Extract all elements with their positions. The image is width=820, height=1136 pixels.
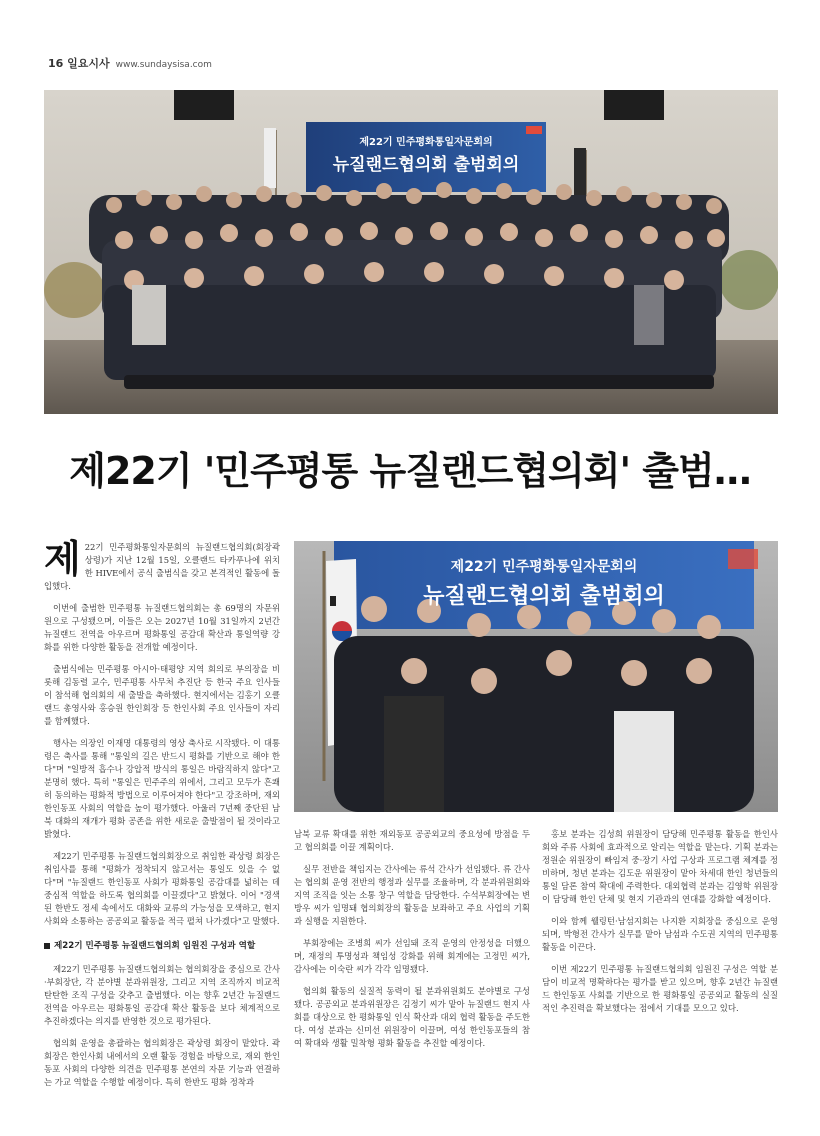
paragraph: 협의회 활동의 실질적 동력이 될 분과위원회도 분야별로 구성됐다. 공공외교 분과위원장은 김정기 씨가 맡아 뉴질랜드 현지 사회를 대상으로 한 평화통일 인식 확산과 대외 협력 활동을 주도한다. 여성 분과는 신미선 위원장이 이끌며, 여성 한인동포들의 참여 확대와 생활 밀착형 평화 활동을 추진할 예정이다. bbox=[294, 986, 530, 1048]
article-column-1 bbox=[44, 536, 280, 1098]
paragraph: 실무 전반을 책임지는 간사에는 류석 간사가 선임됐다. 류 간사는 협의회 운영 전반의 행정과 실무를 조율하며, 각 분과위원회와 지역 조직을 잇는 소통 창구 역할을 담당한다. 수석부회장에는 변방우 씨가 임명돼 협의회장의 활동을 보좌하고 주요 사업의 기획과 실행을 지원한다. bbox=[294, 864, 530, 926]
page-url: www.sundaysisa.com bbox=[115, 60, 212, 70]
section-subhead bbox=[44, 940, 280, 953]
paragraph: 행사는 의장인 이재명 대통령의 영상 축사로 시작됐다. 이 대통령은 축사를 통해 "통일의 길은 반드시 평화를 기반으로 해야 한다"며 "일방적 흡수나 강압적 방식의 통일은 바람직하지 않다"고 분명히 했다. 특히 "통일은 민주주의 위에서, 그리고 모두가 흔쾌히 동의하는 평화적 방법으로 이루어져야 한다"고 강조하며, 재외 한인동포 사회의 역할을 높이 평가했다. 아울러 7년째 중단된 남북 대화의 재개가 평화 공존을 위한 새로운 출발점이 될 것이라고 밝혔다. bbox=[44, 738, 280, 839]
banner-line2-side: 뉴질랜드협의회 출범회의 bbox=[423, 584, 665, 609]
paragraph: 제22기 민주평통 뉴질랜드협의회장으로 취임한 곽상령 회장은 취임사를 통해 "평화가 정착되지 않고서는 통일도 있을 수 없다"며 "뉴질랜드 한인동포 사회가 평화통일 공감대를 넓히는 데 중심적 역할을 하도록 협의회를 이끌겠다"고 밝혔다. 이어 "경색된 한반도 정세 속에서도 대화와 교류의 가능성을 모색하고, 현지 사회와 소통하는 공공외교 활동을 적극 펼쳐 나가겠다"고 말했다. bbox=[44, 851, 280, 926]
group-photo-side bbox=[294, 541, 778, 812]
article-column-3 bbox=[542, 828, 778, 1024]
paragraph: 출범식에는 민주평통 아시아·태평양 지역 회의로 부의장을 비롯해 김동렬 교수, 민주평통 사무처 추진단 등 한국 주요 인사들이 참석해 협의회의 새 출발을 축하했다. 현지에서는 김홍기 오클랜드 총영사와 홍승원 한인회장 등 한인사회 주요 인사들이 자리를 함께했다. bbox=[44, 664, 280, 726]
subhead-text: 제22기 민주평통 뉴질랜드협의회 임원진 구성과 역할 bbox=[54, 941, 256, 951]
paragraph: 이와 함께 웰링턴·남섬지회는 나지환 지회장을 중심으로 운영되며, 박형전 간사가 실무를 맡아 남섬과 수도권 지역의 민주평통 활동을 이끈다. bbox=[542, 916, 778, 952]
paragraph: 홍보 분과는 김성희 위원장이 담당해 민주평통 활동을 한인사회와 주류 사회에 효과적으로 알리는 역할을 맡는다. 기획 분과는 정원순 위원장이 빠임져 중·장기 사업 구상과 프로그램 체계를 정비하며, 청년 분과는 김도운 위원장이 맡아 차세대 한인 청년들의 통일 담론 참여 확대에 주력한다. 대외협력 분과는 김영학 위원장이 담당해 한인 단체 및 현지 기관과의 연대를 강화할 예정이다. bbox=[542, 829, 778, 904]
page-header bbox=[48, 55, 212, 71]
dropcap: 제 bbox=[44, 536, 81, 581]
paragraph: 협의회 운영을 총괄하는 협의회장은 곽상령 회장이 맡았다. 곽 회장은 한인사회 내에서의 오랜 활동 경험을 바탕으로, 재외 한인동포 사회의 다양한 의견을 민주평통 본연의 자문 기능과 연결하는 가교 역할을 수행할 예정이다. 특히 한반도 평화 정착과 bbox=[44, 1038, 280, 1087]
group-photo-top bbox=[44, 90, 778, 414]
bullet-square-icon bbox=[44, 943, 50, 949]
headline: 제22기 '민주평통 뉴질랜드협의회' 출범… bbox=[69, 449, 751, 493]
lead-paragraph bbox=[44, 536, 280, 593]
paragraph: 이번 제22기 민주평통 뉴질랜드협의회 임원진 구성은 역할 분담이 비교적 명확하다는 평가를 받고 있으며, 향후 2년간 뉴질랜드 한인동포 사회를 기반으로 한 평화통일 공공외교 활동의 실질적인 추진력을 확보했다는 점에서 기대를 모으고 있다. bbox=[542, 964, 778, 1013]
banner-line1-side: 제22기 민주평화통일자문회의 bbox=[450, 559, 638, 575]
article-column-2 bbox=[294, 828, 530, 1059]
paragraph: 남북 교류 확대를 위한 재외동포 공공외교의 중요성에 방점을 두고 협의회를 이끌 계획이다. bbox=[294, 829, 530, 852]
lead-text: 22기 민주평화통일자문회의 뉴질랜드협의회(회장곽상령)가 지난 12월 15일, 오클랜드 타카푸나에 위치한 HIVE에서 공식 출범식을 갖고 본격적인 활동에 돌입했다. bbox=[44, 542, 280, 591]
banner-line2-top: 뉴질랜드협의회 출범회의 bbox=[332, 155, 520, 175]
paragraph: 제22기 민주평통 뉴질랜드협의회는 협의회장을 중심으로 간사·부회장단, 각 분야별 분과위원장, 그리고 지역 조직까지 비교적 탄탄한 조직 구성을 갖추고 출범했다. 이는 향후 2년간 뉴질랜드 전역을 아우르는 평화통일 공감대 확산 활동을 보다 체계적으로 추진하겠다는 의지를 반영한 것으로 평가된다. bbox=[44, 964, 280, 1026]
paragraph: 부회장에는 조병희 씨가 선임돼 조직 운영의 안정성을 더했으며, 재정의 투명성과 책임성 강화를 위해 회계에는 고정민 씨가, 감사에는 이숙란 씨가 각각 임명됐다. bbox=[294, 938, 530, 974]
page-label: 16 일요시사 bbox=[48, 57, 110, 70]
paragraph: 이번에 출범한 민주평통 뉴질랜드협의회는 총 69명의 자문위원으로 구성됐으며, 이들은 오는 2027년 10월 31일까지 2년간 뉴질랜드 전역을 아우르며 평화통일 공감대 확산과 통일역량 강화를 위한 다양한 활동을 전개할 예정이다. bbox=[44, 603, 280, 652]
banner-line1-top: 제22기 민주평화통일자문회의 bbox=[359, 137, 493, 148]
